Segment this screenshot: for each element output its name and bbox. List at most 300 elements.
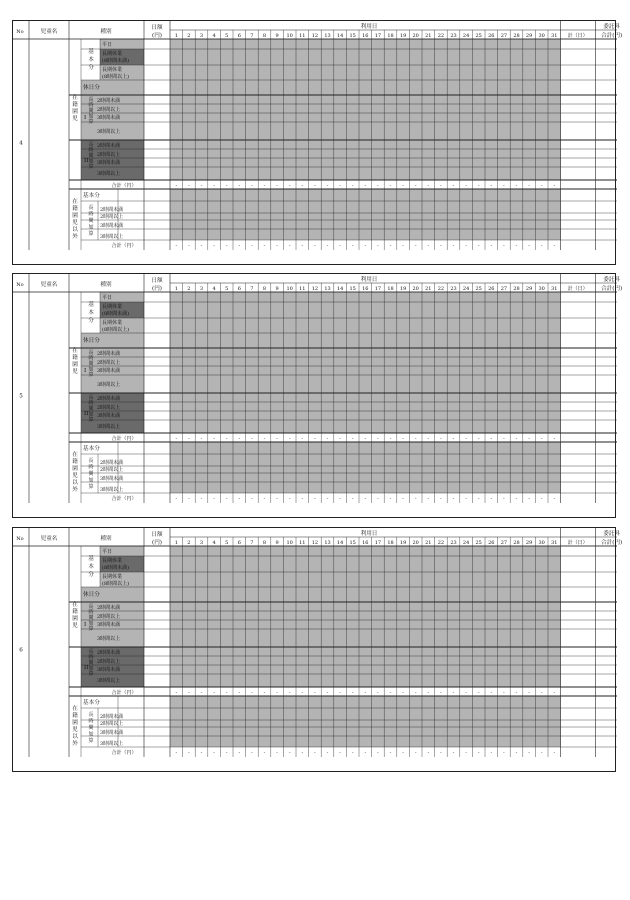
header-day-30: 30 bbox=[538, 540, 545, 546]
header-day-24: 24 bbox=[462, 540, 470, 546]
svg-text:児: 児 bbox=[72, 116, 78, 122]
other-hours-label-2: 2時間以上 bbox=[100, 721, 124, 727]
header-day-19: 19 bbox=[399, 33, 407, 39]
header-day-17: 17 bbox=[374, 33, 382, 39]
svg-text:籍: 籍 bbox=[72, 355, 78, 361]
total-dash: - bbox=[251, 690, 253, 696]
type2-long-time-label bbox=[88, 394, 93, 423]
header-day-24: 24 bbox=[462, 286, 470, 292]
total-dash: - bbox=[276, 243, 278, 249]
type2-under-3h: 3時間未満 bbox=[97, 667, 121, 673]
day-cells-shaded bbox=[170, 220, 561, 229]
header-day-30: 30 bbox=[538, 286, 545, 292]
svg-text:在: 在 bbox=[72, 348, 78, 354]
day-cells-shaded bbox=[170, 95, 561, 104]
day-cells-shaded bbox=[170, 708, 561, 720]
long-break-under-label: 長期休業 bbox=[102, 51, 123, 57]
enrolled-label bbox=[72, 600, 78, 629]
other-long-time-label bbox=[88, 204, 93, 237]
svg-text:外: 外 bbox=[72, 234, 78, 240]
type2-over-3h: 3時間以上 bbox=[97, 424, 121, 430]
header-day-17: 17 bbox=[374, 540, 382, 546]
header-day-27: 27 bbox=[500, 286, 508, 292]
total-dash: - bbox=[251, 243, 253, 249]
total-dash: - bbox=[440, 496, 442, 502]
weekday-label: 平日 bbox=[102, 42, 113, 48]
day-cells-shaded bbox=[170, 375, 561, 393]
total-dash: - bbox=[528, 690, 530, 696]
type1-under-2h: 2時間未満 bbox=[97, 605, 121, 611]
header-day-5: 5 bbox=[225, 33, 229, 39]
total-dash: - bbox=[251, 436, 253, 442]
svg-text:時: 時 bbox=[88, 654, 94, 661]
total-dash: - bbox=[465, 496, 467, 502]
type1-long-time-label bbox=[88, 603, 93, 632]
total-dash: - bbox=[263, 436, 266, 442]
header-commission-fee-total: 合計(円) bbox=[601, 286, 623, 292]
header-day-22: 22 bbox=[437, 540, 445, 546]
type1-long-time-label bbox=[88, 349, 93, 378]
total-yen-label-enrolled: 合計（円） bbox=[111, 690, 137, 696]
enrolled-label bbox=[72, 93, 78, 122]
total-dash: - bbox=[276, 183, 278, 189]
other-hours-label-2: 2時間以上 bbox=[100, 214, 124, 220]
total-dash: - bbox=[402, 183, 404, 189]
type1-over-2h: 2時間以上 bbox=[97, 107, 121, 113]
svg-text:算: 算 bbox=[88, 626, 94, 632]
header-day-9: 9 bbox=[275, 33, 279, 39]
day-cells-shaded bbox=[170, 158, 561, 167]
header-category: 種別 bbox=[100, 536, 112, 542]
day-cells-shaded bbox=[170, 629, 561, 647]
record-table bbox=[13, 21, 623, 264]
total-dash: - bbox=[452, 496, 455, 502]
total-dash: - bbox=[314, 496, 316, 502]
total-dash: - bbox=[452, 436, 455, 442]
total-dash: - bbox=[364, 690, 367, 696]
long-break-over-hours: (8時間以上) bbox=[102, 327, 130, 333]
total-dash: - bbox=[465, 436, 467, 442]
header-day-6: 6 bbox=[237, 33, 241, 39]
total-dash: - bbox=[477, 496, 480, 502]
record-number: 6 bbox=[19, 647, 23, 654]
header-day-18: 18 bbox=[387, 33, 394, 39]
total-dash: - bbox=[553, 690, 556, 696]
day-cells-shaded bbox=[170, 49, 561, 65]
header-day-1: 1 bbox=[174, 286, 178, 292]
total-dash: - bbox=[288, 690, 291, 696]
total-dash: - bbox=[213, 183, 215, 189]
total-dash: - bbox=[402, 690, 404, 696]
svg-text:長: 長 bbox=[88, 205, 94, 211]
header-day-22: 22 bbox=[437, 286, 445, 292]
header-daily-amount-unit: (円) bbox=[152, 33, 162, 39]
header-day-7: 7 bbox=[250, 286, 254, 292]
svg-text:間: 間 bbox=[88, 406, 94, 412]
type1-label: I bbox=[84, 622, 87, 628]
svg-text:加: 加 bbox=[88, 411, 94, 418]
header-daily-amount-unit: (円) bbox=[152, 286, 162, 292]
day-cells-shaded bbox=[170, 140, 561, 149]
header-day-11: 11 bbox=[299, 33, 306, 39]
header-day-19: 19 bbox=[399, 540, 407, 546]
day-cells-shaded bbox=[170, 229, 561, 240]
svg-text:本: 本 bbox=[88, 310, 94, 316]
day-cells-shaded bbox=[170, 213, 561, 220]
total-dash: - bbox=[414, 436, 417, 442]
day-cells-shaded bbox=[170, 656, 561, 665]
svg-text:在: 在 bbox=[72, 95, 78, 101]
total-dash: - bbox=[402, 750, 404, 756]
svg-text:間: 間 bbox=[88, 361, 94, 367]
type2-long-time-label bbox=[88, 141, 93, 170]
total-dash: - bbox=[515, 750, 518, 756]
record-block-4 bbox=[12, 20, 623, 265]
header-day-29: 29 bbox=[525, 33, 533, 39]
svg-text:長: 長 bbox=[88, 142, 94, 148]
total-dash: - bbox=[276, 436, 278, 442]
svg-text:以: 以 bbox=[72, 227, 78, 233]
long-break-under-label: 長期休業 bbox=[102, 304, 123, 310]
total-dash: - bbox=[465, 750, 467, 756]
svg-text:加: 加 bbox=[88, 665, 94, 672]
svg-text:児: 児 bbox=[72, 369, 78, 375]
header-commission-fee: 委託料 bbox=[603, 277, 620, 283]
header-day-2: 2 bbox=[187, 286, 191, 292]
total-dash: - bbox=[339, 243, 341, 249]
type2-under-2h: 2時間未満 bbox=[97, 650, 121, 656]
total-dash: - bbox=[263, 690, 266, 696]
total-dash: - bbox=[314, 183, 316, 189]
svg-text:児: 児 bbox=[72, 220, 78, 226]
total-dash: - bbox=[440, 690, 442, 696]
total-dash: - bbox=[188, 690, 190, 696]
total-dash: - bbox=[200, 243, 203, 249]
total-dash: - bbox=[225, 690, 228, 696]
type1-under-3h: 3時間未満 bbox=[97, 368, 121, 374]
total-dash: - bbox=[389, 183, 392, 189]
svg-text:園: 園 bbox=[72, 720, 78, 726]
header-day-11: 11 bbox=[299, 540, 306, 546]
total-dash: - bbox=[276, 496, 278, 502]
day-cells-shaded bbox=[170, 39, 561, 49]
total-dash: - bbox=[188, 183, 190, 189]
header-category: 種別 bbox=[100, 282, 112, 288]
total-dash: - bbox=[263, 243, 266, 249]
type1-over-3h: 3時間以上 bbox=[97, 129, 121, 135]
type1-long-time-label bbox=[88, 96, 93, 125]
total-dash: - bbox=[414, 496, 417, 502]
day-cells-shaded bbox=[170, 665, 561, 674]
holiday-label: 休日分 bbox=[83, 592, 100, 598]
total-dash: - bbox=[213, 436, 215, 442]
header-day-6: 6 bbox=[237, 540, 241, 546]
header-day-26: 26 bbox=[488, 33, 495, 39]
total-dash: - bbox=[326, 750, 329, 756]
day-cells-shaded bbox=[170, 292, 561, 302]
total-dash: - bbox=[301, 496, 304, 502]
svg-text:間: 間 bbox=[88, 660, 94, 666]
svg-text:本: 本 bbox=[88, 564, 94, 570]
header-usage-days: 利用日 bbox=[360, 531, 378, 537]
total-dash: - bbox=[515, 243, 518, 249]
header-day-22: 22 bbox=[437, 33, 445, 39]
total-dash: - bbox=[339, 183, 341, 189]
header-day-7: 7 bbox=[250, 540, 254, 546]
total-dash: - bbox=[427, 750, 430, 756]
header-no: No bbox=[16, 536, 24, 542]
total-dash: - bbox=[301, 690, 304, 696]
total-dash: - bbox=[553, 750, 556, 756]
total-dash: - bbox=[238, 183, 241, 189]
other-hours-label-4: 3時間以上 bbox=[100, 741, 124, 747]
svg-text:園: 園 bbox=[72, 616, 78, 622]
svg-text:加: 加 bbox=[88, 113, 94, 120]
type1-label: I bbox=[84, 115, 87, 121]
total-dash: - bbox=[225, 750, 228, 756]
total-dash: - bbox=[213, 243, 215, 249]
total-dash: - bbox=[540, 436, 543, 442]
header-day-20: 20 bbox=[412, 286, 419, 292]
day-cells-shaded bbox=[170, 454, 561, 466]
svg-text:籍: 籍 bbox=[72, 206, 78, 212]
total-dash: - bbox=[477, 243, 480, 249]
total-dash: - bbox=[427, 183, 430, 189]
total-dash: - bbox=[540, 496, 543, 502]
other-hours-label-1: 2時間未満 bbox=[100, 714, 124, 720]
total-dash: - bbox=[175, 436, 178, 442]
day-cells-shaded bbox=[170, 80, 561, 95]
total-dash: - bbox=[503, 690, 505, 696]
svg-text:本: 本 bbox=[88, 57, 94, 63]
type1-under-2h: 2時間未満 bbox=[97, 98, 121, 104]
day-cells-shaded bbox=[170, 201, 561, 213]
day-cells-shaded bbox=[170, 720, 561, 727]
weekday-label: 平日 bbox=[102, 295, 113, 301]
record-block-5 bbox=[12, 273, 623, 518]
svg-text:園: 園 bbox=[72, 213, 78, 219]
header-total-days: 計（日） bbox=[567, 33, 588, 39]
total-dash: - bbox=[364, 750, 367, 756]
svg-text:加: 加 bbox=[88, 477, 94, 484]
total-dash: - bbox=[200, 750, 203, 756]
total-dash: - bbox=[528, 496, 530, 502]
day-cells-shaded bbox=[170, 611, 561, 620]
total-dash: - bbox=[528, 243, 530, 249]
day-cells-shaded bbox=[170, 727, 561, 736]
day-cells-shaded bbox=[170, 402, 561, 411]
header-day-29: 29 bbox=[525, 540, 533, 546]
svg-text:間: 間 bbox=[88, 615, 94, 621]
total-dash: - bbox=[490, 496, 493, 502]
svg-text:児: 児 bbox=[72, 473, 78, 479]
header-day-15: 15 bbox=[349, 33, 356, 39]
total-dash: - bbox=[263, 750, 266, 756]
header-day-27: 27 bbox=[500, 540, 508, 546]
day-cells-shaded bbox=[170, 149, 561, 158]
header-daily-amount: 日額 bbox=[151, 278, 163, 284]
header-day-28: 28 bbox=[513, 286, 520, 292]
total-dash: - bbox=[175, 183, 178, 189]
total-dash: - bbox=[452, 690, 455, 696]
svg-text:時: 時 bbox=[88, 609, 94, 616]
record-table bbox=[13, 528, 623, 771]
total-dash: - bbox=[288, 436, 291, 442]
total-dash: - bbox=[540, 183, 543, 189]
header-day-8: 8 bbox=[262, 286, 267, 292]
day-cells-shaded bbox=[170, 556, 561, 572]
svg-text:在: 在 bbox=[72, 452, 78, 458]
day-cells-shaded bbox=[170, 674, 561, 687]
header-day-5: 5 bbox=[225, 540, 229, 546]
total-dash: - bbox=[238, 690, 241, 696]
header-day-20: 20 bbox=[412, 540, 419, 546]
svg-text:間: 間 bbox=[88, 725, 94, 731]
header-day-10: 10 bbox=[286, 540, 293, 546]
total-dash: - bbox=[288, 496, 291, 502]
other-long-time-label bbox=[88, 711, 93, 744]
header-day-28: 28 bbox=[513, 540, 520, 546]
day-cells-shaded bbox=[170, 122, 561, 140]
day-cells-shaded bbox=[170, 620, 561, 629]
type1-under-3h: 3時間未満 bbox=[97, 622, 121, 628]
day-cells-shaded bbox=[170, 420, 561, 433]
other-hours-label-4: 3時間以上 bbox=[100, 234, 124, 240]
total-dash: - bbox=[251, 750, 253, 756]
svg-text:時: 時 bbox=[88, 102, 94, 109]
total-dash: - bbox=[427, 496, 430, 502]
not-enrolled-label bbox=[72, 704, 78, 747]
total-dash: - bbox=[288, 750, 291, 756]
header-day-12: 12 bbox=[311, 540, 319, 546]
total-dash: - bbox=[200, 183, 203, 189]
header-day-8: 8 bbox=[262, 540, 267, 546]
total-dash: - bbox=[351, 690, 354, 696]
type2-long-time-label bbox=[88, 648, 93, 677]
total-dash: - bbox=[389, 436, 392, 442]
svg-text:外: 外 bbox=[72, 487, 78, 493]
long-break-over-label: 長期休業 bbox=[102, 320, 123, 326]
type2-over-2h: 2時間以上 bbox=[97, 405, 121, 411]
svg-text:間: 間 bbox=[88, 218, 94, 224]
svg-text:算: 算 bbox=[88, 119, 94, 125]
type1-over-3h: 3時間以上 bbox=[97, 636, 121, 642]
other-hours-label-1: 2時間未満 bbox=[100, 207, 124, 213]
header-day-26: 26 bbox=[488, 286, 495, 292]
day-cells-shaded bbox=[170, 348, 561, 357]
type1-under-2h: 2時間未満 bbox=[97, 351, 121, 357]
svg-text:加: 加 bbox=[88, 224, 94, 231]
total-dash: - bbox=[465, 690, 467, 696]
svg-text:園: 園 bbox=[72, 362, 78, 368]
header-no: No bbox=[16, 282, 24, 288]
header-day-31: 31 bbox=[551, 286, 558, 292]
other-long-time-label bbox=[88, 457, 93, 490]
total-dash: - bbox=[440, 243, 442, 249]
header-child-name: 児童名 bbox=[40, 536, 58, 542]
header-day-19: 19 bbox=[399, 286, 407, 292]
header-day-2: 2 bbox=[187, 33, 191, 39]
type2-over-3h: 3時間以上 bbox=[97, 678, 121, 684]
type1-under-3h: 3時間未満 bbox=[97, 115, 121, 121]
holiday-label: 休日分 bbox=[83, 85, 100, 91]
total-dash: - bbox=[427, 436, 430, 442]
total-dash: - bbox=[251, 496, 253, 502]
header-day-25: 25 bbox=[475, 286, 482, 292]
total-dash: - bbox=[351, 183, 354, 189]
svg-text:長: 長 bbox=[88, 604, 94, 610]
header-day-9: 9 bbox=[275, 286, 279, 292]
day-cells-shaded bbox=[170, 302, 561, 318]
svg-text:算: 算 bbox=[88, 671, 94, 677]
total-dash: - bbox=[427, 690, 430, 696]
long-break-under-hours: (8時間未満) bbox=[102, 565, 130, 571]
svg-text:児: 児 bbox=[72, 623, 78, 629]
day-cells-shaded bbox=[170, 572, 561, 587]
basic-label bbox=[88, 554, 94, 578]
svg-text:園: 園 bbox=[72, 466, 78, 472]
other-hours-label-1: 2時間未満 bbox=[100, 460, 124, 466]
total-dash: - bbox=[175, 243, 178, 249]
total-dash: - bbox=[377, 750, 379, 756]
total-yen-label-enrolled: 合計（円） bbox=[111, 436, 137, 442]
total-dash: - bbox=[263, 183, 266, 189]
other-hours-label-3: 3時間未満 bbox=[100, 476, 124, 482]
type2-label: II bbox=[84, 158, 89, 164]
svg-text:外: 外 bbox=[72, 741, 78, 747]
long-break-over-label: 長期休業 bbox=[102, 67, 123, 73]
svg-text:分: 分 bbox=[88, 572, 94, 578]
day-cells-shaded bbox=[170, 696, 561, 708]
header-day-21: 21 bbox=[425, 540, 432, 546]
total-dash: - bbox=[477, 436, 480, 442]
svg-text:基: 基 bbox=[88, 556, 94, 562]
total-dash: - bbox=[314, 690, 316, 696]
total-dash: - bbox=[225, 243, 228, 249]
total-yen-label-other: 合計（円） bbox=[111, 750, 137, 756]
record-table bbox=[13, 274, 623, 517]
type1-over-3h: 3時間以上 bbox=[97, 382, 121, 388]
header-category: 種別 bbox=[100, 29, 112, 35]
header-day-10: 10 bbox=[286, 286, 293, 292]
total-dash: - bbox=[225, 183, 228, 189]
day-cells-shaded bbox=[170, 587, 561, 602]
header-day-28: 28 bbox=[513, 33, 520, 39]
day-cells-shaded bbox=[170, 104, 561, 113]
total-dash: - bbox=[477, 750, 480, 756]
total-dash: - bbox=[351, 243, 354, 249]
svg-text:加: 加 bbox=[88, 731, 94, 738]
total-dash: - bbox=[238, 750, 241, 756]
day-cells-shaded bbox=[170, 411, 561, 420]
svg-text:籍: 籍 bbox=[72, 102, 78, 108]
total-dash: - bbox=[553, 436, 556, 442]
total-dash: - bbox=[440, 750, 442, 756]
total-dash: - bbox=[440, 436, 442, 442]
header-daily-amount-unit: (円) bbox=[152, 540, 162, 546]
svg-text:間: 間 bbox=[88, 471, 94, 477]
day-cells-shaded bbox=[170, 333, 561, 348]
total-dash: - bbox=[263, 496, 266, 502]
day-cells-shaded bbox=[170, 65, 561, 80]
total-dash: - bbox=[515, 183, 518, 189]
svg-text:間: 間 bbox=[88, 153, 94, 159]
total-dash: - bbox=[301, 436, 304, 442]
total-dash: - bbox=[414, 183, 417, 189]
total-dash: - bbox=[465, 243, 467, 249]
svg-text:長: 長 bbox=[88, 712, 94, 718]
total-dash: - bbox=[175, 750, 178, 756]
